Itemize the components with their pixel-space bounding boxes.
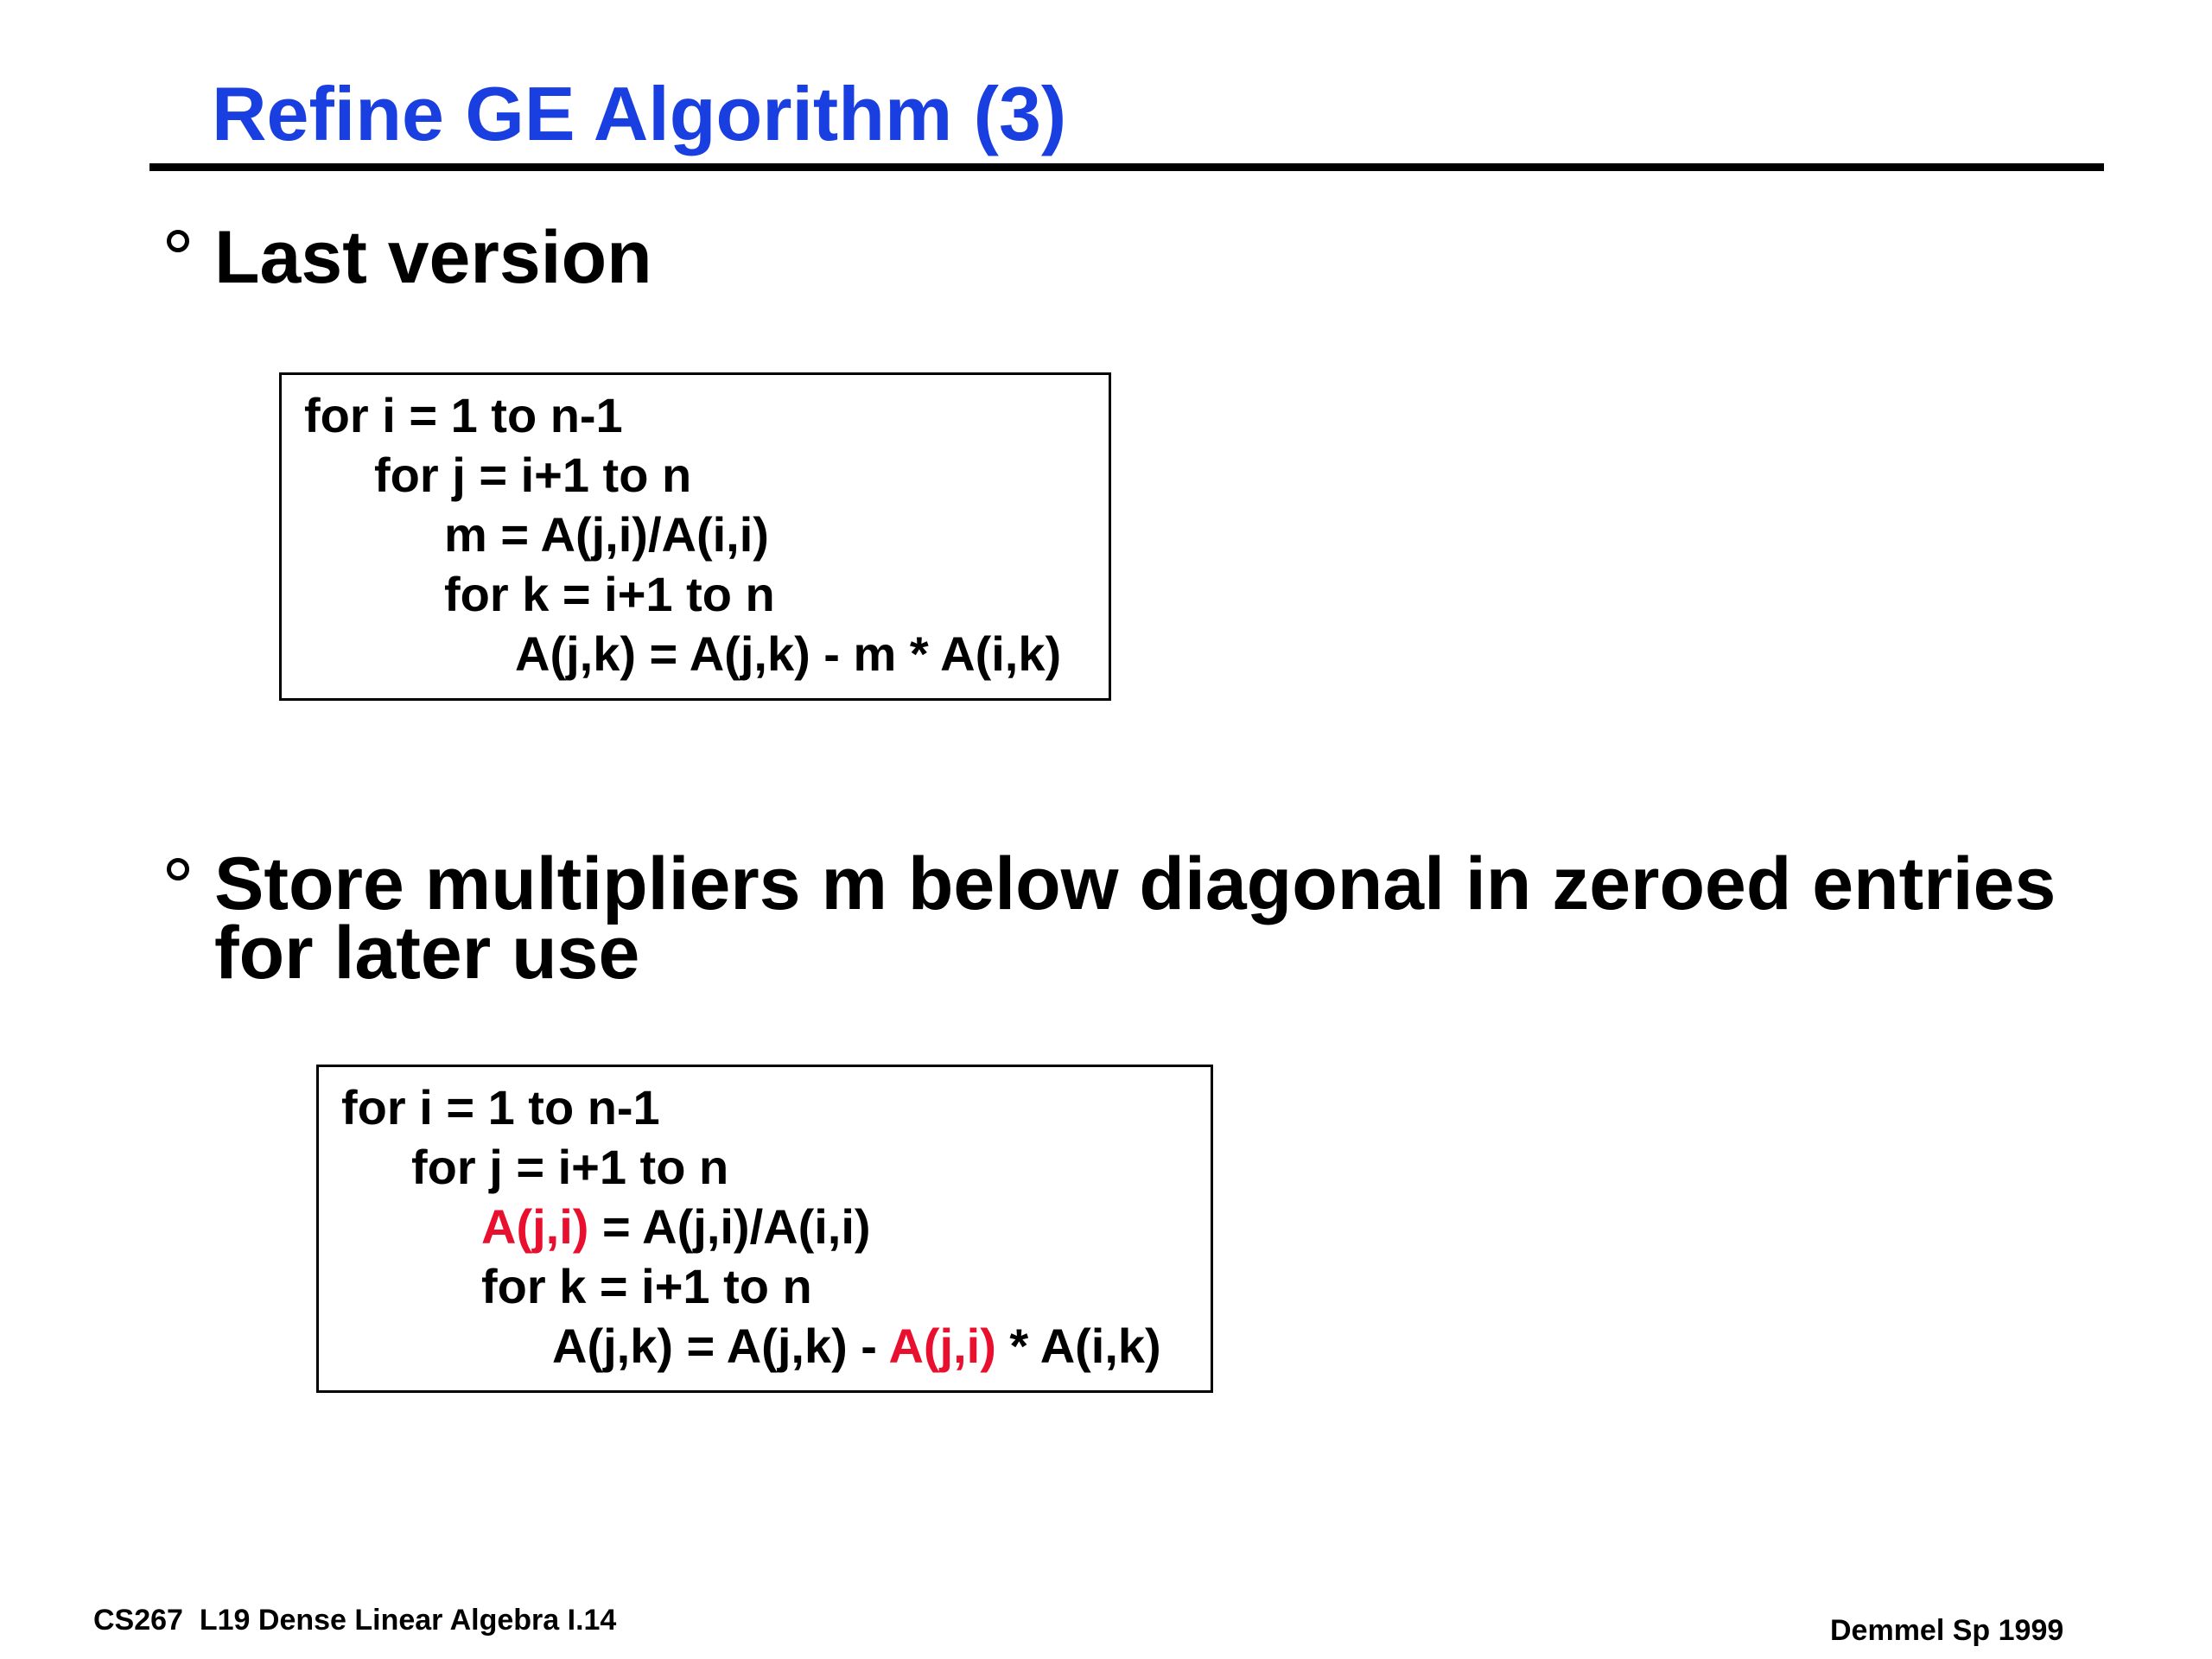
highlighted-multiplier: A(j,i) [888, 1319, 996, 1373]
code-box-store-multipliers [316, 1065, 1213, 1393]
code-line: A(j,k) = A(j,k) - m * A(i,k) [515, 626, 1062, 681]
code-line: for i = 1 to n-1 [341, 1080, 660, 1135]
code-line: for i = 1 to n-1 [304, 388, 623, 442]
bullet-marker [167, 230, 189, 252]
code-line: for k = i+1 to n [444, 567, 775, 621]
code-line: for k = i+1 to n [481, 1259, 812, 1313]
bullet-text-store-multipliers-cont: for later use [214, 912, 640, 995]
footer-course-label: CS267 L19 Dense Linear Algebra I.14 [93, 1604, 617, 1637]
code-line: m = A(j,i)/A(i,i) [444, 507, 769, 562]
bullet-text-store-multipliers: Store multipliers m below diagonal in zeroed entries [214, 842, 2056, 925]
code-fragment: A(j,k) = A(j,k) - [552, 1319, 889, 1373]
code-fragment: * A(i,k) [995, 1319, 1161, 1373]
code-fragment: = A(j,i)/A(i,i) [588, 1199, 871, 1254]
code-box-last-version [279, 372, 1111, 701]
footer-author-label: Demmel Sp 1999 [1830, 1614, 2064, 1647]
highlighted-multiplier: A(j,i) [481, 1199, 589, 1254]
code-line [481, 1197, 871, 1257]
bullet-marker [167, 858, 189, 880]
code-line: for j = i+1 to n [374, 448, 692, 502]
code-line [552, 1316, 1161, 1376]
bullet-text-last-version: Last version [214, 216, 652, 299]
code-line: for j = i+1 to n [411, 1140, 729, 1194]
slide-title: Refine GE Algorithm (3) [212, 71, 1067, 156]
title-underline [149, 163, 2104, 171]
